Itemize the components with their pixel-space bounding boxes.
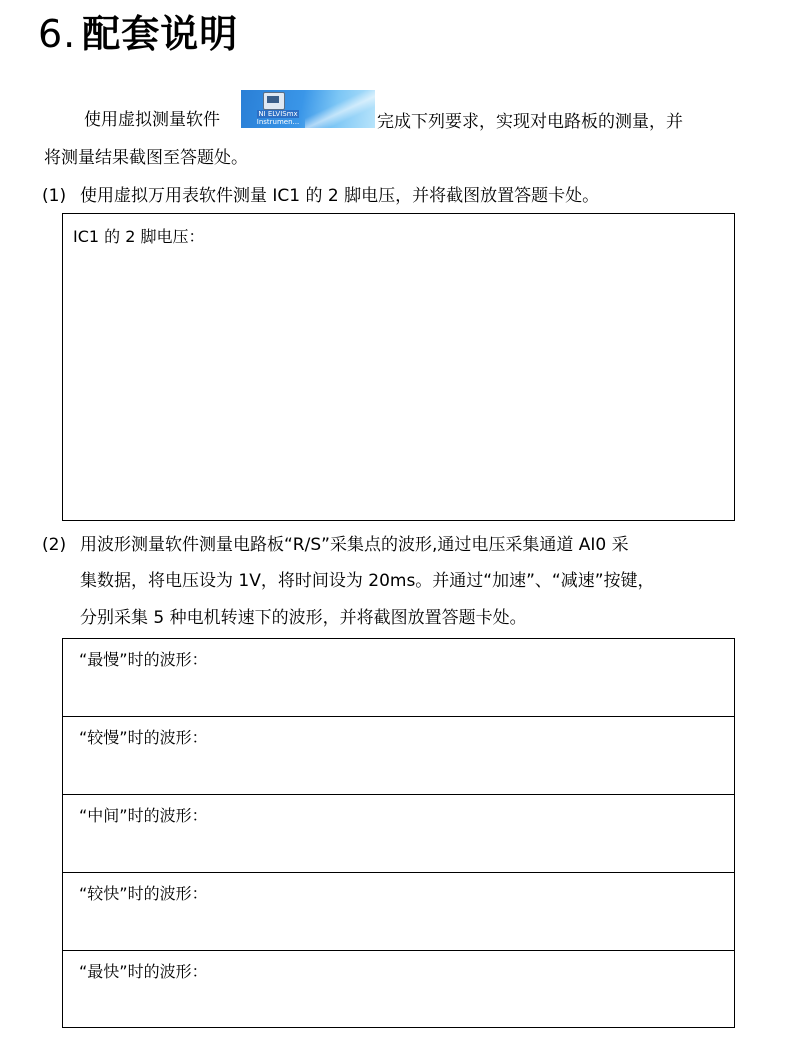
- software-icon-caption-line2: Instrumen...: [256, 118, 300, 126]
- waveform-row-fast[interactable]: [63, 873, 734, 951]
- waveform-row-slow[interactable]: [63, 717, 734, 795]
- waveform-row-label: “较快”时的波形：: [79, 884, 208, 903]
- waveform-row-fastest[interactable]: [63, 951, 734, 1029]
- waveform-row-slowest[interactable]: [63, 639, 734, 717]
- waveform-row-label: “较慢”时的波形：: [79, 728, 208, 747]
- waveform-row-medium[interactable]: [63, 795, 734, 873]
- task2-line3: 分别采集 5 种电机转速下的波形，并将截图放置答题卡处。: [80, 608, 527, 628]
- section-title: 配套说明: [82, 12, 239, 56]
- intro-line2: 将测量结果截图至答题处。: [44, 148, 248, 168]
- task1-answer-box[interactable]: [62, 213, 735, 521]
- icon-sheen: [305, 90, 375, 128]
- instrument-glyph-icon: [263, 92, 285, 110]
- waveform-row-label: “最慢”时的波形：: [79, 650, 208, 669]
- intro-line1-start: 使用虚拟测量软件: [84, 110, 220, 130]
- waveform-row-label: “中间”时的波形：: [79, 806, 208, 825]
- task2-marker: (2): [42, 535, 67, 555]
- task1-marker: (1): [42, 186, 67, 206]
- waveform-row-label: “最快”时的波形：: [79, 962, 208, 981]
- waveform-answer-table: [62, 638, 735, 1028]
- ni-elvismx-instrument-launcher-icon: [241, 90, 375, 128]
- section-number: 6.: [38, 12, 77, 56]
- software-icon-caption-line1: NI ELVISmx: [258, 110, 298, 118]
- section-heading: [38, 8, 238, 60]
- task2-line2: 集数据，将电压设为 1V，将时间设为 20ms。并通过“加速”、“减速”按键，: [80, 571, 655, 591]
- task1-answer-label: IC1 的 2 脚电压：: [73, 227, 205, 246]
- software-icon-caption: [245, 110, 311, 126]
- intro-line1-end: 完成下列要求，实现对电路板的测量，并: [377, 112, 683, 132]
- task1-text: 使用虚拟万用表软件测量 IC1 的 2 脚电压，并将截图放置答题卡处。: [80, 186, 600, 206]
- task2-line1: 用波形测量软件测量电路板“R/S”采集点的波形,通过电压采集通道 AI0 采: [80, 535, 629, 555]
